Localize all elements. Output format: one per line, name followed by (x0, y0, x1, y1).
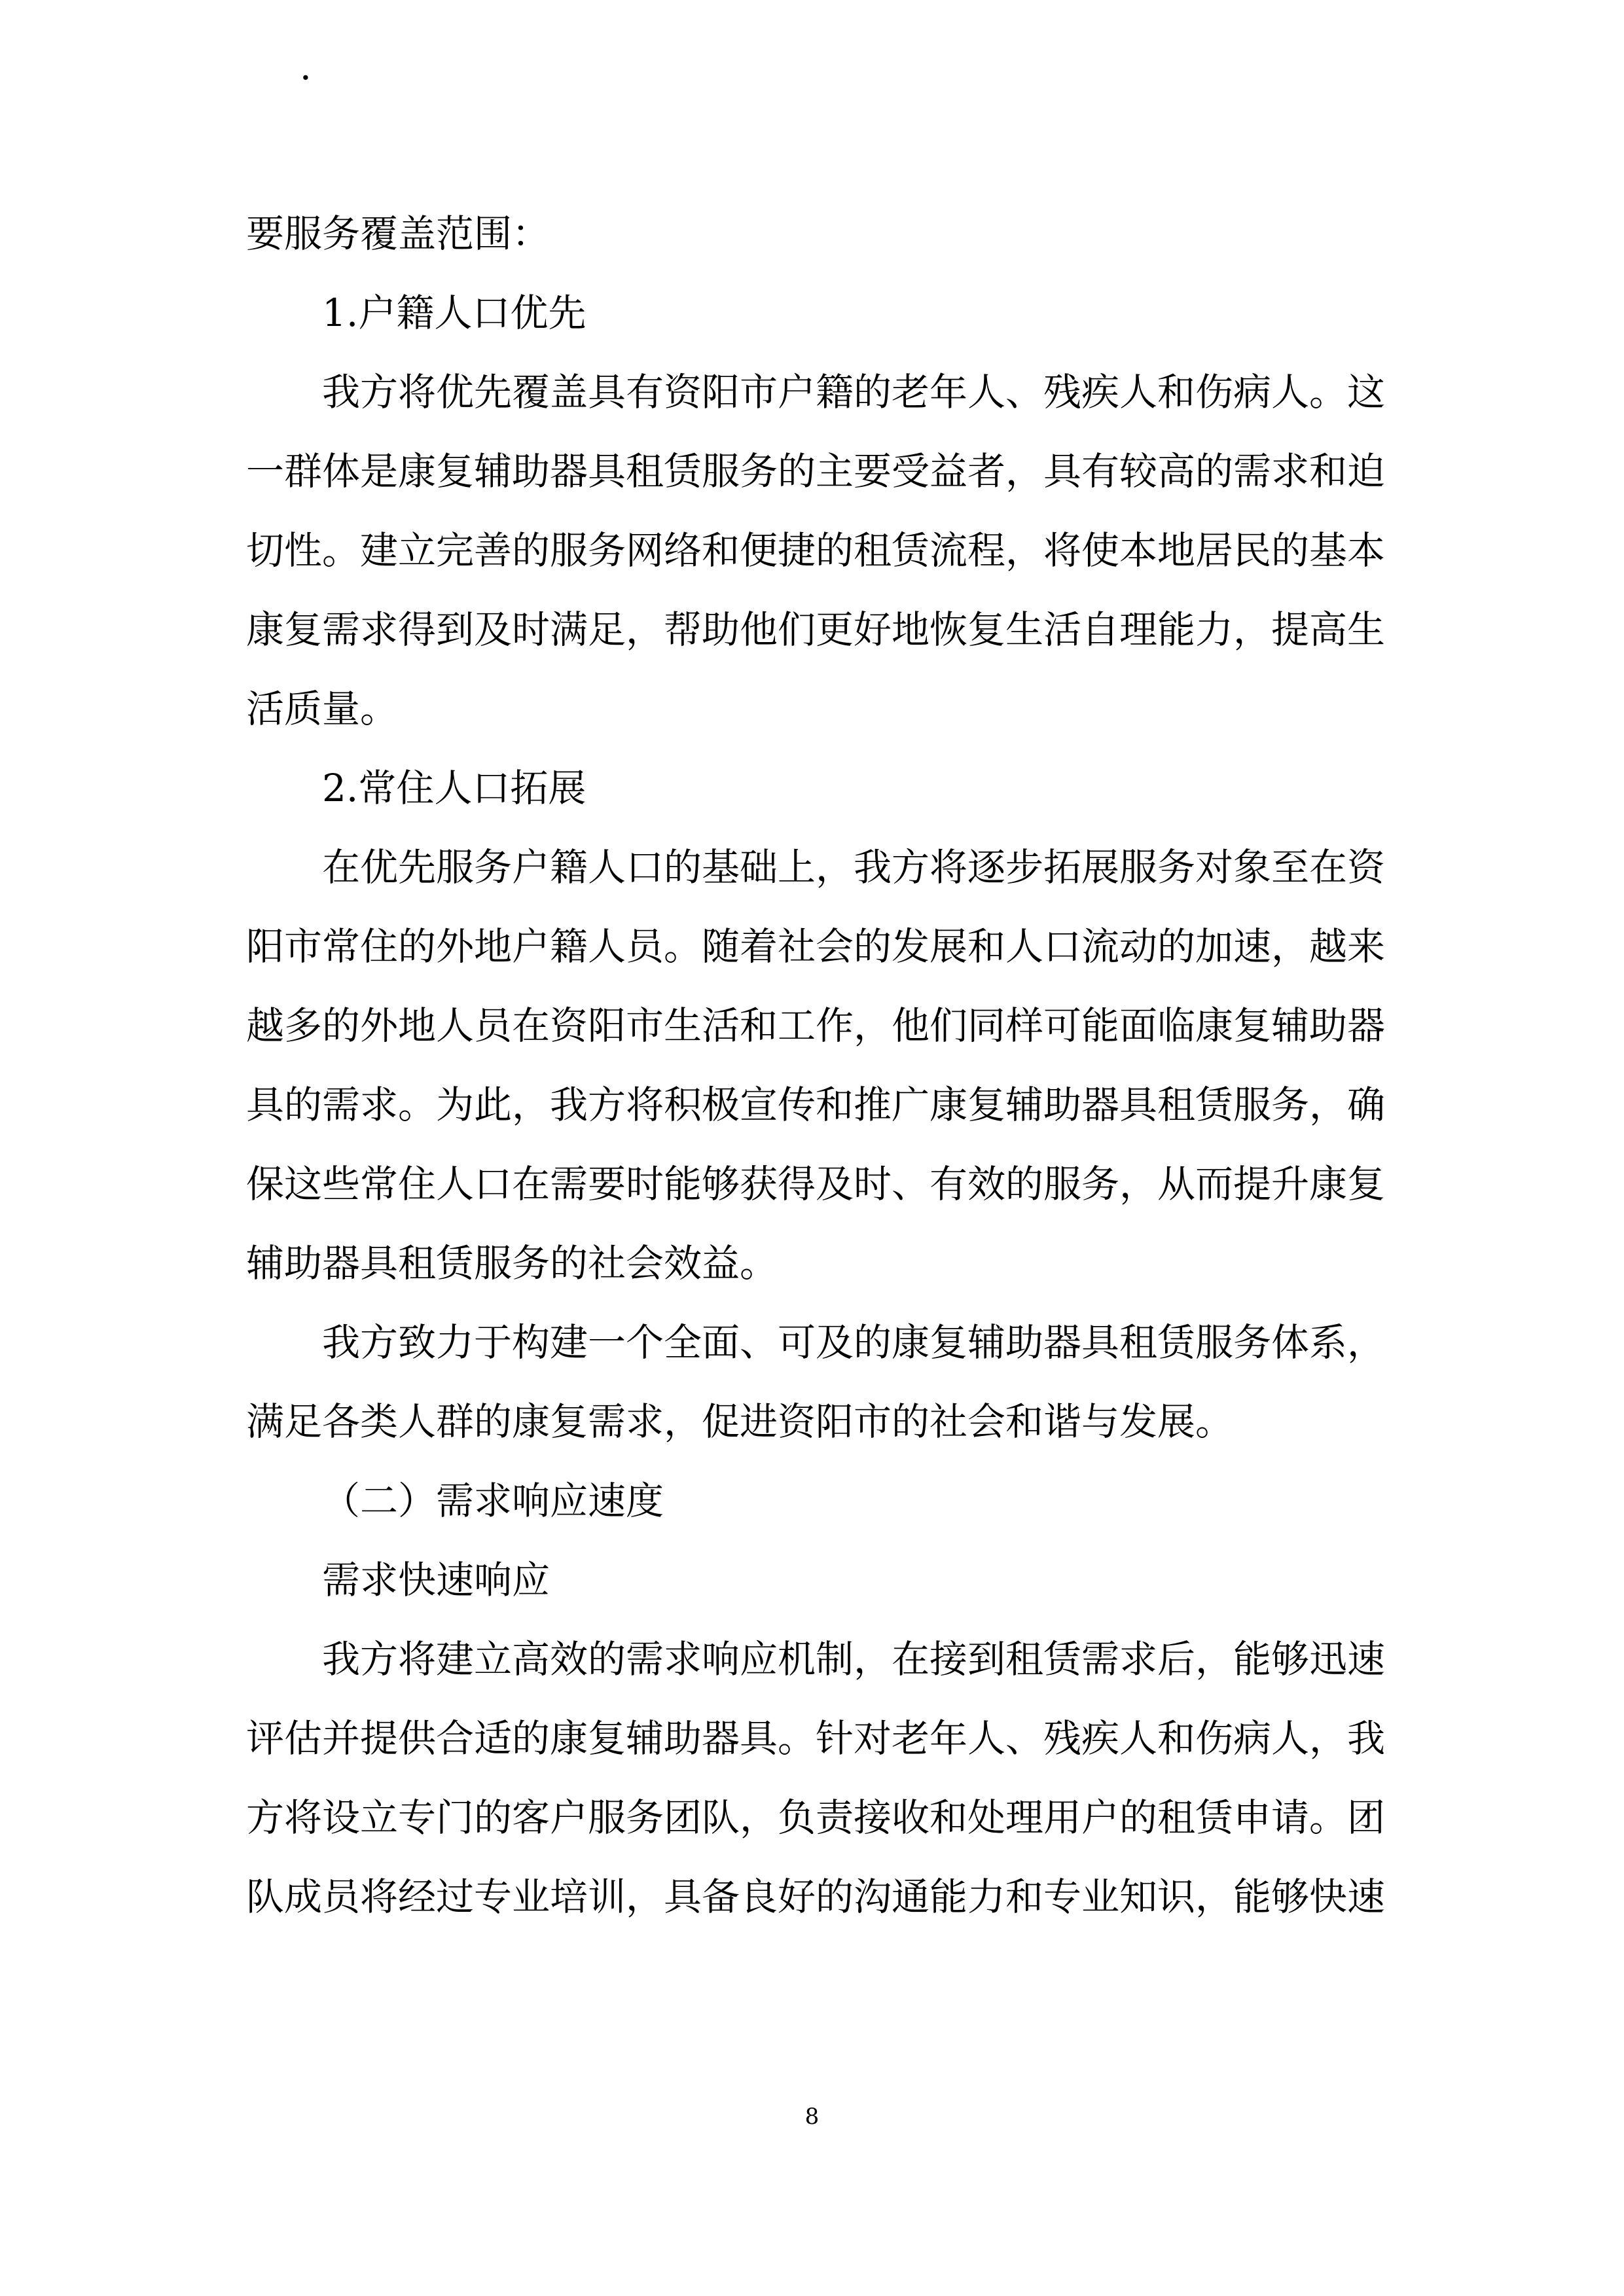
section2-heading: （二）需求响应速度 (322, 1479, 664, 1523)
item1-heading: 1.户籍人口优先 (322, 291, 586, 335)
section2-subheading: 需求快速响应 (322, 1558, 550, 1602)
header-mark: · (300, 57, 312, 99)
item2-line-3: 越多的外地人员在资阳市生活和工作，他们同样可能面临康复辅助器 (246, 1003, 1386, 1048)
section2-line-1: 我方将建立高效的需求响应机制，在接到租赁需求后，能够迅速 (322, 1637, 1386, 1681)
section2-line-2: 评估并提供合适的康复辅助器具。针对老年人、残疾人和伤病人，我 (246, 1716, 1386, 1761)
item2-line-5: 保这些常住人口在需要时能够获得及时、有效的服务，从而提升康复 (246, 1162, 1386, 1206)
item1-line-4: 康复需求得到及时满足，帮助他们更好地恢复生活自理能力，提高生 (246, 607, 1386, 652)
section2-line-4: 队成员将经过专业培训，具备良好的沟通能力和专业知识，能够快速 (246, 1874, 1386, 1919)
item2-line-2: 阳市常住的外地户籍人员。随着社会的发展和人口流动的加速，越来 (246, 924, 1386, 969)
summary-line-1: 我方致力于构建一个全面、可及的康复辅助器具租赁服务体系， (322, 1320, 1386, 1365)
item1-line-5: 活质量。 (246, 687, 399, 731)
section-intro: 要服务覆盖范围： (246, 211, 550, 256)
page-number: 8 (804, 2104, 820, 2130)
item2-line-4: 具的需求。为此，我方将积极宣传和推广康复辅助器具租赁服务，确 (246, 1083, 1386, 1127)
item2-line-1: 在优先服务户籍人口的基础上，我方将逐步拓展服务对象至在资 (322, 845, 1386, 889)
item1-line-3: 切性。建立完善的服务网络和便捷的租赁流程，将使本地居民的基本 (246, 528, 1386, 573)
item2-line-6: 辅助器具租赁服务的社会效益。 (246, 1241, 778, 1285)
item1-line-1: 我方将优先覆盖具有资阳市户籍的老年人、残疾人和伤病人。这 (322, 370, 1386, 414)
item1-line-2: 一群体是康复辅助器具租赁服务的主要受益者，具有较高的需求和迫 (246, 449, 1386, 493)
section2-line-3: 方将设立专门的客户服务团队，负责接收和处理用户的租赁申请。团 (246, 1795, 1386, 1840)
item2-heading: 2.常住人口拓展 (322, 766, 586, 810)
summary-line-2: 满足各类人群的康复需求，促进资阳市的社会和谐与发展。 (246, 1399, 1234, 1444)
